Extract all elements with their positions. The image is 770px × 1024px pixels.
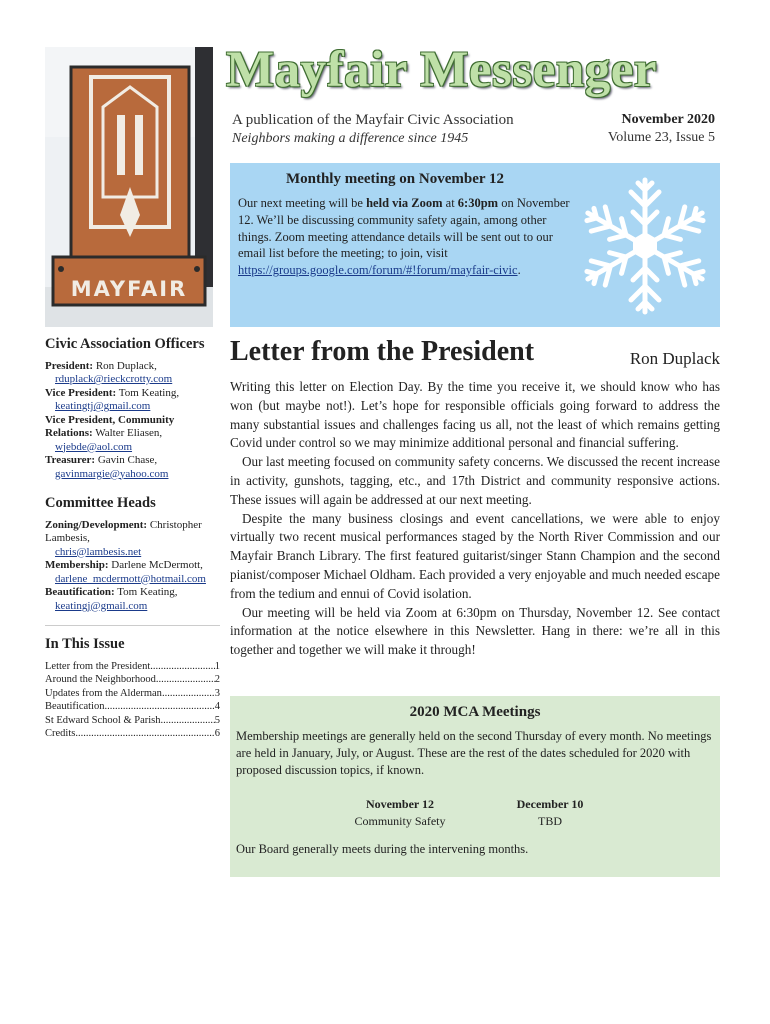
meeting-bold-time: 6:30pm	[457, 196, 499, 210]
contact-entry	[45, 519, 220, 560]
contact-email-link[interactable]: keatingj@gmail.com	[55, 599, 148, 612]
sign-text: MAYFAIR	[70, 277, 188, 301]
contact-role: Vice President, Community Relations:	[45, 413, 175, 439]
toc-label: Beautification	[45, 701, 105, 712]
tagline: Neighbors making a difference since 1945	[232, 131, 469, 146]
toc-leader-dots	[156, 673, 215, 687]
contact-name: Ron Duplack,	[93, 359, 157, 372]
meeting-date: November 12	[365, 797, 435, 811]
toc-leader-dots	[162, 687, 215, 701]
toc-leader-dots	[104, 700, 214, 714]
contact-role: Beautification:	[45, 586, 115, 598]
mca-footer: Our Board generally meets during the intervening months.	[236, 842, 529, 856]
toc-leader-dots	[75, 727, 214, 741]
contact-role: Zoning/Development:	[45, 518, 148, 531]
contact-entry	[45, 387, 220, 414]
sidebar-divider	[45, 625, 220, 626]
contact-name: Tom Keating,	[116, 386, 180, 399]
contact-entry	[45, 559, 220, 586]
toc-page-number: 1	[214, 660, 220, 672]
toc-entry[interactable]	[45, 700, 220, 714]
meeting-date-entry	[330, 796, 470, 830]
toc-page-number: 6	[214, 728, 220, 739]
toc-leader-dots	[161, 714, 215, 728]
mayfair-sign-illustration	[45, 47, 213, 327]
contact-role: Treasurer:	[45, 454, 96, 466]
committee-list	[45, 519, 220, 614]
committee-heading: Committee Heads	[45, 495, 156, 511]
toc-entry[interactable]	[45, 727, 220, 741]
toc-list	[45, 660, 220, 741]
letter-paragraph: Our last meeting focused on community safety concerns. We discussed the recent increase in activity, gunshots, tagging, etc., and 17th District and community responsive actions. These issues will again be addressed at our next meeting.	[230, 454, 720, 507]
toc-page-number: 5	[214, 714, 220, 726]
mca-title: 2020 MCA Meetings	[409, 704, 541, 720]
contact-email-link[interactable]: gavinmargie@yahoo.com	[55, 467, 169, 480]
meeting-text-3: on November 12. We’ll be discussing community safety again, among other things. Zoom meeting attendance details will be sent out to our email list before the meeting; to join, visit	[238, 196, 570, 261]
contact-email-link[interactable]: darlene_mcdermott@hotmail.com	[55, 572, 206, 585]
toc-label: Letter from the President	[45, 660, 151, 672]
mayfair-sign-photo	[45, 47, 213, 327]
contact-name: Darlene McDermott,	[108, 559, 203, 571]
issue-volume: Volume 23, Issue 5	[607, 130, 715, 145]
meeting-date: December 10	[516, 797, 584, 811]
monthly-meeting-box	[230, 163, 720, 327]
contact-role: Vice President:	[45, 386, 117, 399]
toc-page-number: 4	[214, 701, 220, 712]
newsletter-title: Mayfair Messenger	[226, 42, 657, 98]
meeting-text-2: at	[442, 196, 458, 210]
snowflake-icon	[575, 171, 715, 321]
toc-label: St Edward School & Parish	[45, 714, 161, 726]
toc-entry[interactable]	[45, 714, 220, 728]
toc-label: Credits	[45, 728, 76, 739]
contact-role: President:	[45, 359, 94, 372]
forum-link[interactable]: https://groups.google.com/forum/#!forum/mayfair-civic	[238, 263, 518, 278]
mca-dates	[330, 796, 620, 830]
contact-entry	[45, 454, 220, 481]
meeting-text-1: Our next meeting will be	[238, 196, 367, 210]
letter-author: Ron Duplack	[629, 349, 720, 368]
meeting-body	[238, 195, 570, 279]
contact-name: Gavin Chase,	[95, 454, 158, 466]
toc-leader-dots	[150, 660, 214, 674]
publication-line: A publication of the Mayfair Civic Association	[232, 112, 514, 128]
contact-entry	[45, 360, 220, 387]
toc-entry[interactable]	[45, 687, 220, 701]
contact-entry	[45, 586, 220, 613]
meeting-title: Monthly meeting on November 12	[285, 171, 505, 187]
toc-entry[interactable]	[45, 660, 220, 674]
contact-email-link[interactable]: wjebde@aol.com	[55, 440, 133, 453]
meeting-date-entry	[480, 796, 620, 830]
officers-list	[45, 360, 220, 482]
mca-meetings-box	[230, 696, 720, 877]
toc-heading: In This Issue	[45, 636, 125, 652]
contact-email-link[interactable]: keatingtj@gmail.com	[55, 400, 151, 412]
toc-entry[interactable]	[45, 673, 220, 687]
meeting-text-4: .	[517, 263, 521, 278]
contact-name: Christopher Lambesis,	[45, 518, 202, 544]
letter-paragraph: Our meeting will be held via Zoom at 6:30pm on Thursday, November 12. See contact information at the notice elsewhere in this Newsletter. Hang in there: we’re all in this together and together we will make it through!	[230, 604, 720, 658]
meeting-topic: TBD	[538, 814, 562, 828]
contact-email-link[interactable]: chris@lambesis.net	[55, 545, 142, 558]
letter-title: Letter from the President	[230, 336, 535, 367]
toc-page-number: 2	[214, 674, 220, 685]
toc-page-number: 3	[214, 687, 220, 699]
mca-intro: Membership meetings are generally held on the second Thursday of every month. No meetings are held in January, July, or August. These are the rest of the dates scheduled for 2020 with proposed discussion topics, if known.	[236, 729, 712, 777]
contact-name: Walter Eliasen,	[92, 427, 163, 439]
contact-role: Membership:	[45, 559, 109, 571]
meeting-bold-zoom: held via Zoom	[366, 196, 443, 210]
letter-paragraph: Despite the many business closings and event cancellations, we were able to enjoy virtually two recent musical performances staged by the North River Commission and our Mayfair Branch Library. The first featured guitarist/singer Stann Champion and the second pianist/composer Michael Oldham. Each provided a very enjoyable and much needed escape from the tedium and ennui of Covid isolation.	[230, 510, 720, 601]
sidebar	[45, 338, 220, 741]
officers-heading: Civic Association Officers	[45, 336, 205, 352]
letter-body	[230, 378, 720, 660]
meeting-topic: Community Safety	[354, 814, 446, 828]
letter-paragraph: Writing this letter on Election Day. By the time you receive it, we should know who has won (but maybe not!). Let’s hope for responsible officials going forward to address the many substantial issues and challenges facing us all, not the least of which remains getting Covid under control so we may minimize additional personal and financial suffering.	[230, 379, 720, 451]
masthead	[226, 40, 721, 100]
contact-entry	[45, 414, 220, 455]
issue-date: November 2020	[621, 112, 715, 127]
contact-name: Tom Keating,	[114, 586, 178, 598]
contact-email-link[interactable]: rduplack@rieckcrotty.com	[55, 373, 173, 385]
toc-label: Updates from the Alderman	[45, 687, 162, 699]
toc-label: Around the Neighborhood	[45, 674, 156, 685]
